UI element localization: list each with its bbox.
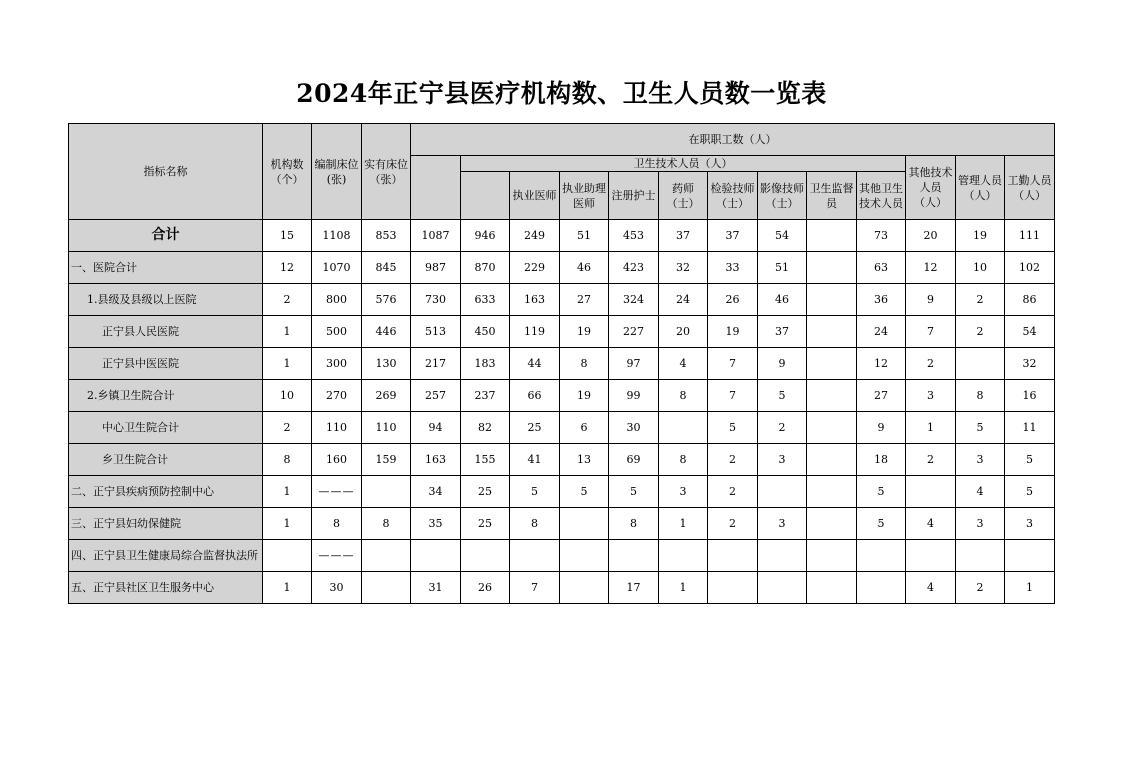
table-cell: 7 — [708, 380, 758, 412]
table-cell: 46 — [758, 284, 807, 316]
table-cell — [708, 540, 758, 572]
table-cell — [708, 572, 758, 604]
table-cell: 69 — [609, 444, 659, 476]
table-cell: 19 — [560, 380, 609, 412]
header-pharmacist: 药师（士） — [659, 172, 708, 220]
table-cell: 4 — [906, 572, 956, 604]
table-cell: 11 — [1005, 412, 1055, 444]
table-cell: 5 — [609, 476, 659, 508]
table-cell: 8 — [956, 380, 1005, 412]
table-cell: 5 — [708, 412, 758, 444]
table-cell — [807, 348, 857, 380]
table-cell: 37 — [659, 220, 708, 252]
table-cell: 5 — [956, 412, 1005, 444]
row-name: 正宁县中医医院 — [69, 348, 263, 380]
table-cell: 1 — [659, 572, 708, 604]
table-cell — [560, 572, 609, 604]
header-lab-technician: 检验技师（士） — [708, 172, 758, 220]
header-assistant-physician: 执业助理医师 — [560, 172, 609, 220]
header-management: 管理人员（人） — [956, 156, 1005, 220]
table-cell: 27 — [560, 284, 609, 316]
row-name: 三、正宁县妇幼保健院 — [69, 508, 263, 540]
table-cell: 31 — [411, 572, 461, 604]
table-cell: 9 — [906, 284, 956, 316]
table-cell: 163 — [510, 284, 560, 316]
table-cell: 3 — [758, 444, 807, 476]
table-cell: 5 — [1005, 444, 1055, 476]
table-cell: 7 — [708, 348, 758, 380]
header-budgeted-beds: 编制床位(张) — [312, 124, 362, 220]
header-workers: 工勤人员（人） — [1005, 156, 1055, 220]
table-cell — [807, 476, 857, 508]
table-cell: 800 — [312, 284, 362, 316]
table-cell: 1 — [263, 508, 312, 540]
header-imaging-technician: 影像技师（士） — [758, 172, 807, 220]
header-health-tech: 卫生技术人员（人） — [461, 156, 906, 172]
table-cell: 86 — [1005, 284, 1055, 316]
table-cell: 2 — [708, 508, 758, 540]
table-cell: 1 — [906, 412, 956, 444]
table-cell: 12 — [857, 348, 906, 380]
table-cell: 12 — [906, 252, 956, 284]
table-cell: 30 — [312, 572, 362, 604]
table-cell — [956, 540, 1005, 572]
table-cell: 2 — [708, 444, 758, 476]
table-cell: 8 — [362, 508, 411, 540]
table-cell: 97 — [609, 348, 659, 380]
table-cell — [411, 540, 461, 572]
header-health-supervisor: 卫生监督员 — [807, 172, 857, 220]
table-cell: 159 — [362, 444, 411, 476]
table-cell — [807, 252, 857, 284]
table-cell: 163 — [411, 444, 461, 476]
table-cell: 8 — [659, 444, 708, 476]
table-cell: 20 — [659, 316, 708, 348]
table-cell: 44 — [510, 348, 560, 380]
table-cell — [906, 540, 956, 572]
table-cell: 5 — [560, 476, 609, 508]
table-cell: 257 — [411, 380, 461, 412]
table-cell: 82 — [461, 412, 510, 444]
table-row — [69, 540, 1055, 572]
header-institutions: 机构数（个） — [263, 124, 312, 220]
table-cell: 37 — [708, 220, 758, 252]
table-cell: 6 — [560, 412, 609, 444]
table-cell: 8 — [510, 508, 560, 540]
table-cell: 34 — [411, 476, 461, 508]
table-cell: 46 — [560, 252, 609, 284]
page-title: 2024年正宁县医疗机构数、卫生人员数一览表 — [296, 79, 827, 108]
table-cell: 730 — [411, 284, 461, 316]
table-cell: 3 — [1005, 508, 1055, 540]
table-cell: 17 — [609, 572, 659, 604]
table-cell: 25 — [461, 508, 510, 540]
table-cell: 32 — [1005, 348, 1055, 380]
table-cell: 119 — [510, 316, 560, 348]
table-cell: 8 — [560, 348, 609, 380]
table-cell: 237 — [461, 380, 510, 412]
table-cell: 7 — [906, 316, 956, 348]
table-row — [69, 508, 1055, 540]
table-cell: 24 — [857, 316, 906, 348]
table-cell: 3 — [758, 508, 807, 540]
header-actual-beds: 实有床位（张） — [362, 124, 411, 220]
table-row — [69, 220, 1055, 252]
table-cell: 5 — [857, 476, 906, 508]
table-cell: 249 — [510, 220, 560, 252]
row-name: 一、医院合计 — [69, 252, 263, 284]
row-name: 中心卫生院合计 — [69, 412, 263, 444]
table-cell: 19 — [708, 316, 758, 348]
table-cell: 10 — [263, 380, 312, 412]
table-cell: 160 — [312, 444, 362, 476]
table-cell: 16 — [1005, 380, 1055, 412]
table-cell: 7 — [510, 572, 560, 604]
table-row — [69, 412, 1055, 444]
table-cell: 3 — [956, 444, 1005, 476]
table-cell: 111 — [1005, 220, 1055, 252]
table-cell: 513 — [411, 316, 461, 348]
table-cell: 10 — [956, 252, 1005, 284]
table-cell — [807, 444, 857, 476]
table-cell: 1070 — [312, 252, 362, 284]
table-cell: 2 — [956, 284, 1005, 316]
table-cell — [560, 508, 609, 540]
table-cell: 3 — [659, 476, 708, 508]
table-cell: 32 — [659, 252, 708, 284]
table-cell: 18 — [857, 444, 906, 476]
table-cell — [807, 572, 857, 604]
table-cell: 217 — [411, 348, 461, 380]
table-cell: 24 — [659, 284, 708, 316]
table-cell: 227 — [609, 316, 659, 348]
table-cell: 300 — [312, 348, 362, 380]
table-cell — [461, 540, 510, 572]
header-indicator: 指标名称 — [69, 124, 263, 220]
table-cell — [1005, 540, 1055, 572]
row-name: 二、正宁县疾病预防控制中心 — [69, 476, 263, 508]
table-row — [69, 284, 1055, 316]
table-cell: 633 — [461, 284, 510, 316]
table-cell: 5 — [857, 508, 906, 540]
table-cell: 73 — [857, 220, 906, 252]
table-cell: 94 — [411, 412, 461, 444]
table-cell — [362, 476, 411, 508]
table-cell: 1 — [659, 508, 708, 540]
table-cell: 500 — [312, 316, 362, 348]
table-cell: 25 — [510, 412, 560, 444]
table-cell: 26 — [708, 284, 758, 316]
table-cell: 853 — [362, 220, 411, 252]
table-cell: 51 — [758, 252, 807, 284]
table-row — [69, 476, 1055, 508]
table-cell — [362, 572, 411, 604]
table-cell: 845 — [362, 252, 411, 284]
table-cell: 33 — [708, 252, 758, 284]
table-cell — [807, 508, 857, 540]
table-body — [69, 220, 1055, 604]
table-cell — [807, 284, 857, 316]
table-cell: 8 — [609, 508, 659, 540]
table-row — [69, 380, 1055, 412]
header-practicing-physician: 执业医师 — [510, 172, 560, 220]
table-cell: 1 — [263, 316, 312, 348]
table-cell: 1 — [263, 348, 312, 380]
table-cell: 987 — [411, 252, 461, 284]
table-cell: 54 — [1005, 316, 1055, 348]
row-name: 正宁县人民医院 — [69, 316, 263, 348]
row-name: 四、正宁县卫生健康局综合监督执法所 — [69, 540, 263, 572]
table-cell: 2 — [708, 476, 758, 508]
table-cell — [560, 540, 609, 572]
table-cell: 4 — [659, 348, 708, 380]
table-cell: 453 — [609, 220, 659, 252]
table-cell: 2 — [263, 412, 312, 444]
table-cell: 269 — [362, 380, 411, 412]
row-name: 五、正宁县社区卫生服务中心 — [69, 572, 263, 604]
table-cell — [609, 540, 659, 572]
table-cell: 8 — [659, 380, 708, 412]
row-name: 1.县级及县级以上医院 — [69, 284, 263, 316]
table-cell: 3 — [956, 508, 1005, 540]
table-cell: 41 — [510, 444, 560, 476]
row-name: 合计 — [69, 220, 263, 252]
table-cell — [906, 476, 956, 508]
data-table — [68, 123, 1055, 604]
table-cell: 25 — [461, 476, 510, 508]
table-header — [69, 124, 1055, 220]
table-cell: 19 — [560, 316, 609, 348]
table-cell: 870 — [461, 252, 510, 284]
table-cell: 2 — [758, 412, 807, 444]
table-cell — [362, 540, 411, 572]
table-cell: 63 — [857, 252, 906, 284]
table-cell: 183 — [461, 348, 510, 380]
table-row — [69, 348, 1055, 380]
table-cell: 1087 — [411, 220, 461, 252]
table-cell — [807, 380, 857, 412]
table-cell: ——— — [312, 476, 362, 508]
table-cell: 3 — [906, 380, 956, 412]
table-cell: 946 — [461, 220, 510, 252]
table-cell: 423 — [609, 252, 659, 284]
table-cell: 36 — [857, 284, 906, 316]
table-cell: 1 — [1005, 572, 1055, 604]
table-cell: 446 — [362, 316, 411, 348]
table-cell: 130 — [362, 348, 411, 380]
table-cell: 4 — [906, 508, 956, 540]
table-cell: 37 — [758, 316, 807, 348]
table-cell — [758, 476, 807, 508]
table-cell: 5 — [758, 380, 807, 412]
table-cell: 27 — [857, 380, 906, 412]
table-cell — [956, 348, 1005, 380]
table-cell: 26 — [461, 572, 510, 604]
table-cell: 450 — [461, 316, 510, 348]
table-cell: 19 — [956, 220, 1005, 252]
table-row — [69, 444, 1055, 476]
table-cell: 2 — [956, 572, 1005, 604]
table-row — [69, 572, 1055, 604]
header-employed-total — [411, 156, 461, 220]
table-cell — [263, 540, 312, 572]
table-cell: 2 — [956, 316, 1005, 348]
table-cell — [857, 572, 906, 604]
table-cell: 229 — [510, 252, 560, 284]
table-cell: 102 — [1005, 252, 1055, 284]
table-cell — [807, 412, 857, 444]
table-cell: 15 — [263, 220, 312, 252]
table-cell: 2 — [906, 348, 956, 380]
table-cell: 8 — [263, 444, 312, 476]
table-cell: 110 — [312, 412, 362, 444]
table-cell: 51 — [560, 220, 609, 252]
table-cell: 35 — [411, 508, 461, 540]
table-cell: 5 — [1005, 476, 1055, 508]
table-cell: 1 — [263, 476, 312, 508]
header-employed: 在职职工数（人） — [411, 124, 1055, 156]
header-registered-nurse: 注册护士 — [609, 172, 659, 220]
header-health-tech-total — [461, 172, 510, 220]
table-cell: 20 — [906, 220, 956, 252]
table-cell — [758, 540, 807, 572]
table-cell: 30 — [609, 412, 659, 444]
table-cell: 99 — [609, 380, 659, 412]
table-cell — [807, 220, 857, 252]
table-cell: 576 — [362, 284, 411, 316]
table-cell: 2 — [906, 444, 956, 476]
header-other-health-tech: 其他卫生技术人员 — [857, 172, 906, 220]
table-cell — [659, 412, 708, 444]
table-cell: 155 — [461, 444, 510, 476]
table-cell: 324 — [609, 284, 659, 316]
table-cell: 9 — [857, 412, 906, 444]
table-cell: 12 — [263, 252, 312, 284]
table-cell: 13 — [560, 444, 609, 476]
table-cell — [807, 540, 857, 572]
table-cell: 8 — [312, 508, 362, 540]
table-cell: ——— — [312, 540, 362, 572]
header-other-tech: 其他技术人员（人） — [906, 156, 956, 220]
table-cell: 4 — [956, 476, 1005, 508]
table-cell — [758, 572, 807, 604]
table-cell — [659, 540, 708, 572]
table-cell — [807, 316, 857, 348]
table-cell: 1 — [263, 572, 312, 604]
table-cell: 110 — [362, 412, 411, 444]
table-cell: 2 — [263, 284, 312, 316]
table-cell: 270 — [312, 380, 362, 412]
table-cell: 66 — [510, 380, 560, 412]
table-cell: 1108 — [312, 220, 362, 252]
table-row — [69, 316, 1055, 348]
table-row — [69, 252, 1055, 284]
table-cell — [510, 540, 560, 572]
table-cell: 9 — [758, 348, 807, 380]
table-cell — [857, 540, 906, 572]
row-name: 2.乡镇卫生院合计 — [69, 380, 263, 412]
table-cell: 5 — [510, 476, 560, 508]
table-cell: 54 — [758, 220, 807, 252]
row-name: 乡卫生院合计 — [69, 444, 263, 476]
